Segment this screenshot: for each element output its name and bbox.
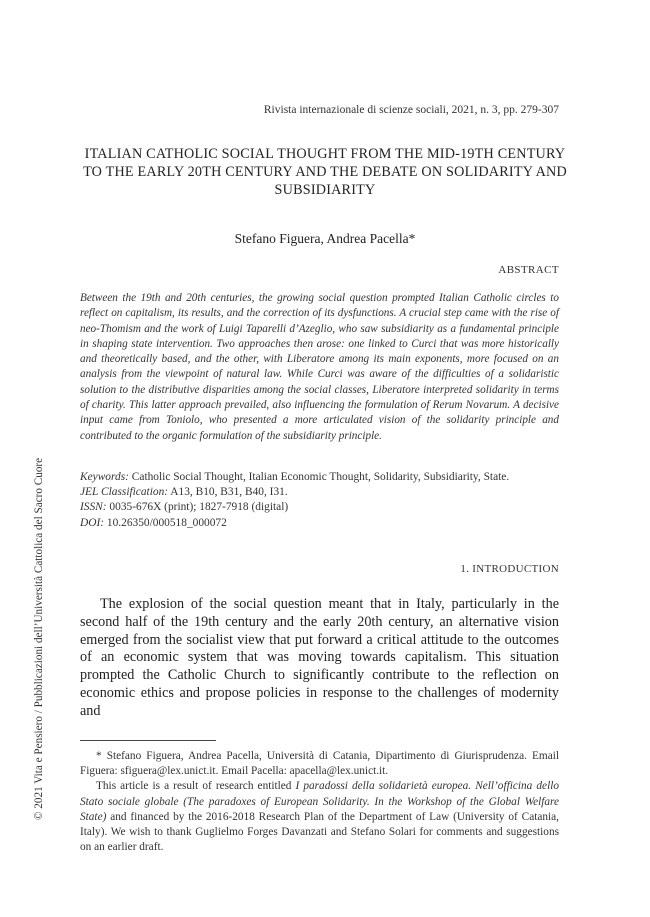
section-heading: 1. INTRODUCTION bbox=[460, 563, 559, 575]
keywords-line bbox=[80, 470, 560, 485]
footnote-affiliation: * Stefano Figuera, Andrea Pacella, Università di Catania, Dipartimento di Giurisprudenza. Email Figuera: sfiguera@lex.unict.it. Email Pacella: apacella@lex.unict.it. bbox=[80, 750, 559, 778]
doi-label: DOI: bbox=[80, 516, 105, 529]
footnotes bbox=[80, 749, 559, 855]
introduction-paragraph: The explosion of the social question meant that in Italy, particularly in the second half of the 19th century and the early 20th century, an alternative vision emerged from the socialist view that put forward a critical attitude to the outcomes of an economic system that was moving towards capitalism. This situation prompted the Catholic Church to significantly contribute to the reflection on economic ethics and propose policies in response to the challenges of modernity and bbox=[80, 596, 559, 719]
abstract-text: Between the 19th and 20th centuries, the growing social question prompted Italian Catholic circles to reflect on capitalism, its results, and the correction of its dysfunctions. A crucial step came with the rise of neo-Thomism and the work of Luigi Taparelli d’Azeglio, who saw subsidiarity as a fundamental principle in shaping state intervention. Two approaches then arose: one linked to Curci that was more historically and theoretically based, and the other, with Liberatore among its main exponents, more focused on an analysis from the viewpoint of natural law. While Curci was aware of the difficulties of a solidaristic solution to the distributive disparities among the social classes, Liberatore interpreted solidarity in terms of charity. This latter approach prevailed, also influencing the formulation of Rerum Novarum. A decisive input came from Toniolo, who presented a more articulated vision of the solidarity principle and contributed to the organic formulation of the subsidiarity principle. bbox=[80, 292, 559, 442]
keywords-value: Catholic Social Thought, Italian Economic Thought, Solidarity, Subsidiarity, State. bbox=[128, 471, 510, 483]
footnote-separator bbox=[80, 740, 216, 741]
copyright-sidebar: © 2021 Vita e Pensiero / Pubblicazioni dell’Università Cattolica del Sacro Cuore bbox=[33, 457, 45, 820]
jel-value: A13, B10, B31, B40, I31. bbox=[168, 486, 288, 499]
footnote-research-funding: and financed by the 2016-2018 Research Plan of the Department of Law (University of Catania, Italy). We wish to thank Guglielmo Forges Davanzati and Stefano Solari for comments and suggestions on an earlier draft. bbox=[80, 810, 559, 854]
journal-citation: Rivista internazionale di scienze sociali, 2021, n. 3, pp. 279-307 bbox=[263, 104, 559, 116]
issn-line bbox=[80, 500, 560, 515]
jel-label: JEL Classification: bbox=[80, 486, 169, 499]
article-title: ITALIAN CATHOLIC SOCIAL THOUGHT FROM THE MID-19TH CENTURY TO THE EARLY 20TH CENTURY AND THE DEBATE ON SOLIDARITY AND SUBSIDIARITY bbox=[83, 146, 567, 198]
footnote-research bbox=[80, 779, 559, 855]
issn-label: ISSN: bbox=[80, 501, 107, 514]
abstract-heading: ABSTRACT bbox=[498, 264, 559, 276]
doi-value: 10.26350/000518_000072 bbox=[104, 516, 227, 529]
issn-value: 0035-676X (print); 1827-7918 (digital) bbox=[106, 501, 289, 514]
article-authors: Stefano Figuera, Andrea Pacella* bbox=[234, 231, 416, 246]
doi-line bbox=[80, 516, 560, 531]
keywords-label: Keywords: bbox=[80, 471, 129, 483]
footnote-research-intro: This article is a result of research entitled bbox=[96, 780, 296, 793]
footnote-research-title: I paradossi della solidarietà europea. Nell’officina dello Stato sociale globale (The paradoxes of European Solidarity. In the Workshop of the Global Welfare State) bbox=[80, 780, 559, 823]
article-metadata bbox=[80, 470, 560, 531]
jel-line bbox=[80, 485, 560, 500]
